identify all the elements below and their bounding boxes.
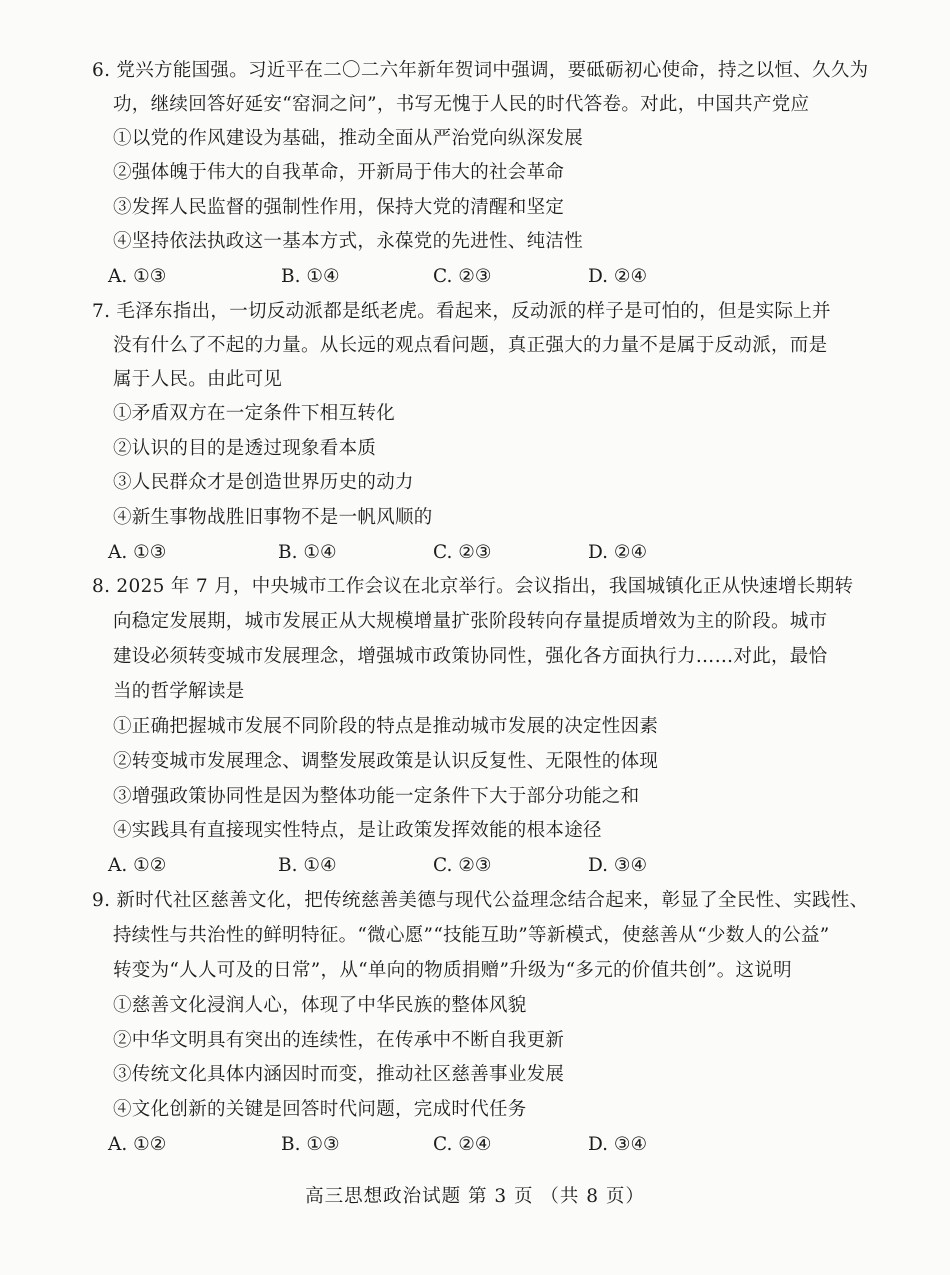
answer-choices xyxy=(108,853,808,879)
option-statement: ④文化创新的关键是回答时代问题，完成时代任务 xyxy=(113,1099,527,1120)
answer-choices xyxy=(108,1132,808,1158)
choice-d[interactable]: D. ②④ xyxy=(588,266,648,287)
choice-b[interactable]: B. ①③ xyxy=(281,1134,340,1155)
option-statement: ②强体魄于伟大的自我革命，开新局于伟大的社会革命 xyxy=(113,162,565,183)
option-statement: ③增强政策协同性是因为整体功能一定条件下大于部分功能之和 xyxy=(113,786,640,807)
question-stem-line: 功，继续回答好延安“窑洞之问”，书写无愧于人民的时代答卷。对此，中国共产党应 xyxy=(113,94,810,115)
option-statement: ④实践具有直接现实性特点，是让政策发挥效能的根本途径 xyxy=(113,820,602,841)
question-stem-line: 属于人民。由此可见 xyxy=(113,369,283,390)
choice-d[interactable]: D. ③④ xyxy=(588,855,648,876)
option-statement: ②认识的目的是透过现象看本质 xyxy=(113,438,377,459)
choice-d[interactable]: D. ③④ xyxy=(588,1134,648,1155)
option-statement: ①慈善文化浸润人心，体现了中华民族的整体风貌 xyxy=(113,995,527,1016)
choice-c[interactable]: C. ②③ xyxy=(433,855,492,876)
page-footer: 高三思想政治试题 第 3 页 （共 8 页） xyxy=(305,1186,645,1207)
option-statement: ②转变城市发展理念、调整发展政策是认识反复性、无限性的体现 xyxy=(113,751,659,772)
option-statement: ①以党的作风建设为基础，推动全面从严治党向纵深发展 xyxy=(113,128,584,149)
option-statement: ④新生事物战胜旧事物不是一帆风顺的 xyxy=(113,507,433,528)
choice-b[interactable]: B. ①④ xyxy=(278,542,337,563)
option-statement: ②中华文明具有突出的连续性，在传承中不断自我更新 xyxy=(113,1030,565,1051)
choice-a[interactable]: A. ①② xyxy=(108,855,167,876)
choice-b[interactable]: B. ①④ xyxy=(281,266,340,287)
answer-choices xyxy=(108,264,808,290)
choice-a[interactable]: A. ①② xyxy=(108,1134,167,1155)
question-stem-line: 当的哲学解读是 xyxy=(113,681,245,702)
choice-a[interactable]: A. ①③ xyxy=(108,266,167,287)
option-statement: ①矛盾双方在一定条件下相互转化 xyxy=(113,403,396,424)
choice-d[interactable]: D. ②④ xyxy=(588,542,648,563)
choice-c[interactable]: C. ②④ xyxy=(433,1134,492,1155)
choice-c[interactable]: C. ②③ xyxy=(433,266,492,287)
question-stem-line: 转变为“人人可及的日常”，从“单向的物质捐赠”升级为“多元的价值共创”。这说明 xyxy=(113,960,792,981)
choice-a[interactable]: A. ①③ xyxy=(108,542,167,563)
question-stem-line: 持续性与共治性的鲜明特征。“微心愿”“技能互助”等新模式，使慈善从“少数人的公益” xyxy=(113,925,830,946)
question-stem-line: 向稳定发展期，城市发展正从大规模增量扩张阶段转向存量提质增效为主的阶段。城市 xyxy=(113,611,828,632)
question-stem-line: 7. 毛泽东指出，一切反动派都是纸老虎。看起来，反动派的样子是可怕的，但是实际上并 xyxy=(92,301,831,322)
option-statement: ③发挥人民监督的强制性作用，保持大党的清醒和坚定 xyxy=(113,197,565,218)
option-statement: ①正确把握城市发展不同阶段的特点是推动城市发展的决定性因素 xyxy=(113,716,659,737)
choice-b[interactable]: B. ①④ xyxy=(278,855,337,876)
question-stem-line: 9. 新时代社区慈善文化，把传统慈善美德与现代公益理念结合起来，彰显了全民性、实践性、 xyxy=(92,890,869,911)
question-stem-line: 建设必须转变城市发展理念，增强城市政策协同性，强化各方面执行力……对此，最恰 xyxy=(113,646,828,667)
option-statement: ③传统文化具体内涵因时而变，推动社区慈善事业发展 xyxy=(113,1064,565,1085)
option-statement: ③人民群众才是创造世界历史的动力 xyxy=(113,472,414,493)
answer-choices xyxy=(108,540,808,566)
question-stem-line: 8. 2025 年 7 月，中央城市工作会议在北京举行。会议指出，我国城镇化正从快速增长期转 xyxy=(92,576,854,597)
question-stem-line: 没有什么了不起的力量。从长远的观点看问题，真正强大的力量不是属于反动派，而是 xyxy=(113,335,828,356)
choice-c[interactable]: C. ②③ xyxy=(433,542,492,563)
question-stem-line: 6. 党兴方能国强。习近平在二〇二六年新年贺词中强调，要砥砺初心使命，持之以恒、久久为 xyxy=(92,60,869,81)
option-statement: ④坚持依法执政这一基本方式，永葆党的先进性、纯洁性 xyxy=(113,231,584,252)
